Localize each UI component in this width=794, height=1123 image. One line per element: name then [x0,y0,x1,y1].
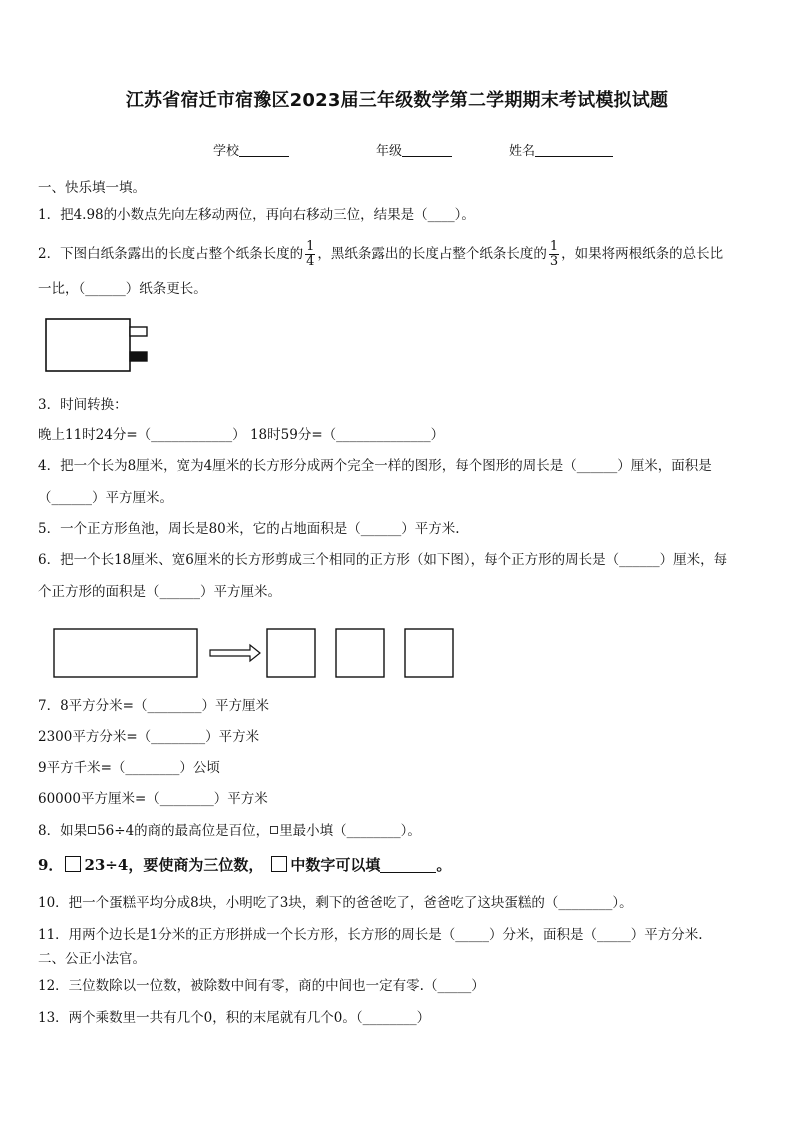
q2-text-c: ，如果将两根纸条的总长比 [561,246,724,262]
school-blank[interactable] [239,143,289,157]
white-strip [130,327,147,336]
q2-text-a: 2．下图白纸条露出的长度占整个纸条长度的 [38,246,304,262]
black-strip [130,352,147,361]
question-7-line-4: 60000平方厘米=（________）平方米 [38,791,268,807]
question-6-line-1: 6．把一个长18厘米、宽6厘米的长方形剪成三个相同的正方形（如下图），每个正方形的周长是（______）厘米，每 [38,552,728,568]
q9-text-d: 。 [436,856,452,874]
frac2-numerator: 1 [549,239,559,254]
frac2-denominator: 3 [549,254,559,269]
blank-square-icon [88,826,96,834]
fraction-one-quarter [305,240,315,269]
question-7-line-1: 7．8平方分米=（________）平方厘米 [38,698,269,714]
blank-square-icon [270,826,278,834]
question-8 [38,822,421,840]
fraction-one-third [549,240,559,269]
question-10: 10．把一个蛋糕平均分成8块，小明吃了3块，剩下的爸爸吃了，爸爸吃了这块蛋糕的（________）。 [38,895,633,911]
question-7-line-2: 2300平方分米=（________）平方米 [38,729,260,745]
question-13: 13．两个乘数里一共有几个0，积的末尾就有几个0。（________） [38,1010,431,1026]
name-blank[interactable] [535,143,613,157]
question-2-line-2: 一比，（______）纸条更长。 [38,281,207,297]
question-12: 12．三位数除以一位数，被除数中间有零，商的中间也一定有零.（_____） [38,978,485,994]
question-9 [38,856,451,874]
q9-text-b: 23÷4，要使商为三位数， [84,856,264,874]
question-6-line-2: 个正方形的面积是（______）平方厘米。 [38,584,281,600]
rectangle-to-squares-figure [50,626,460,682]
envelope-rect [46,319,130,371]
q9-text-c: 中数字可以填 [290,856,381,874]
school-label: 学校 [213,144,240,159]
frac1-numerator: 1 [306,239,315,254]
q9-text-a: 9． [38,856,64,874]
question-4-line-1: 4．把一个长为8厘米，宽为4厘米的长方形分成两个完全一样的图形，每个图形的周长是（______）厘米，面积是 [38,458,712,474]
question-4-line-2: （______）平方厘米。 [38,490,173,506]
paper-strips-figure [44,316,154,374]
question-5: 5．一个正方形鱼池，周长是80米，它的占地面积是（______）平方米. [38,521,460,537]
grade-label: 年级 [376,144,403,159]
long-rectangle [54,629,197,677]
frac1-denominator: 4 [306,254,315,269]
name-field [509,140,613,159]
question-11: 11．用两个边长是1分米的正方形拼成一个长方形，长方形的周长是（_____）分米，面积是（_____）平方分米. [38,927,703,943]
q8-text-c: 里最小填（________）。 [279,823,421,839]
square-2 [336,629,384,677]
question-3-line: 晚上11时24分=（____________） 18时59分=（______________） [38,427,445,443]
school-field [213,140,289,159]
blank-box-icon [271,856,287,872]
section-1-heading: 一、快乐填一填。 [38,180,146,196]
question-1: 1．把4.98的小数点先向左移动两位，再向右移动三位，结果是（____）。 [38,207,475,223]
grade-blank[interactable] [402,143,452,157]
q8-text-a: 8．如果 [38,823,88,839]
grade-field [376,140,452,159]
blank-box-icon [65,856,81,872]
q8-text-b: 56÷4的商的最高位是百位， [97,823,270,839]
section-2-heading: 二、公正小法官。 [38,951,146,967]
q2-text-b: ，黑纸条露出的长度占整个纸条长度的 [317,246,547,262]
question-2-line-1 [38,240,723,269]
arrow-right-icon [210,645,260,661]
name-label: 姓名 [509,144,536,159]
question-3-title: 3．时间转换： [38,397,128,413]
question-7-line-3: 9平方千米=（________）公顷 [38,760,220,776]
square-3 [405,629,453,677]
page-title: 江苏省宿迁市宿豫区2023届三年级数学第二学期期末考试模拟试题 [125,90,669,111]
square-1 [267,629,315,677]
answer-underline[interactable] [380,858,436,873]
